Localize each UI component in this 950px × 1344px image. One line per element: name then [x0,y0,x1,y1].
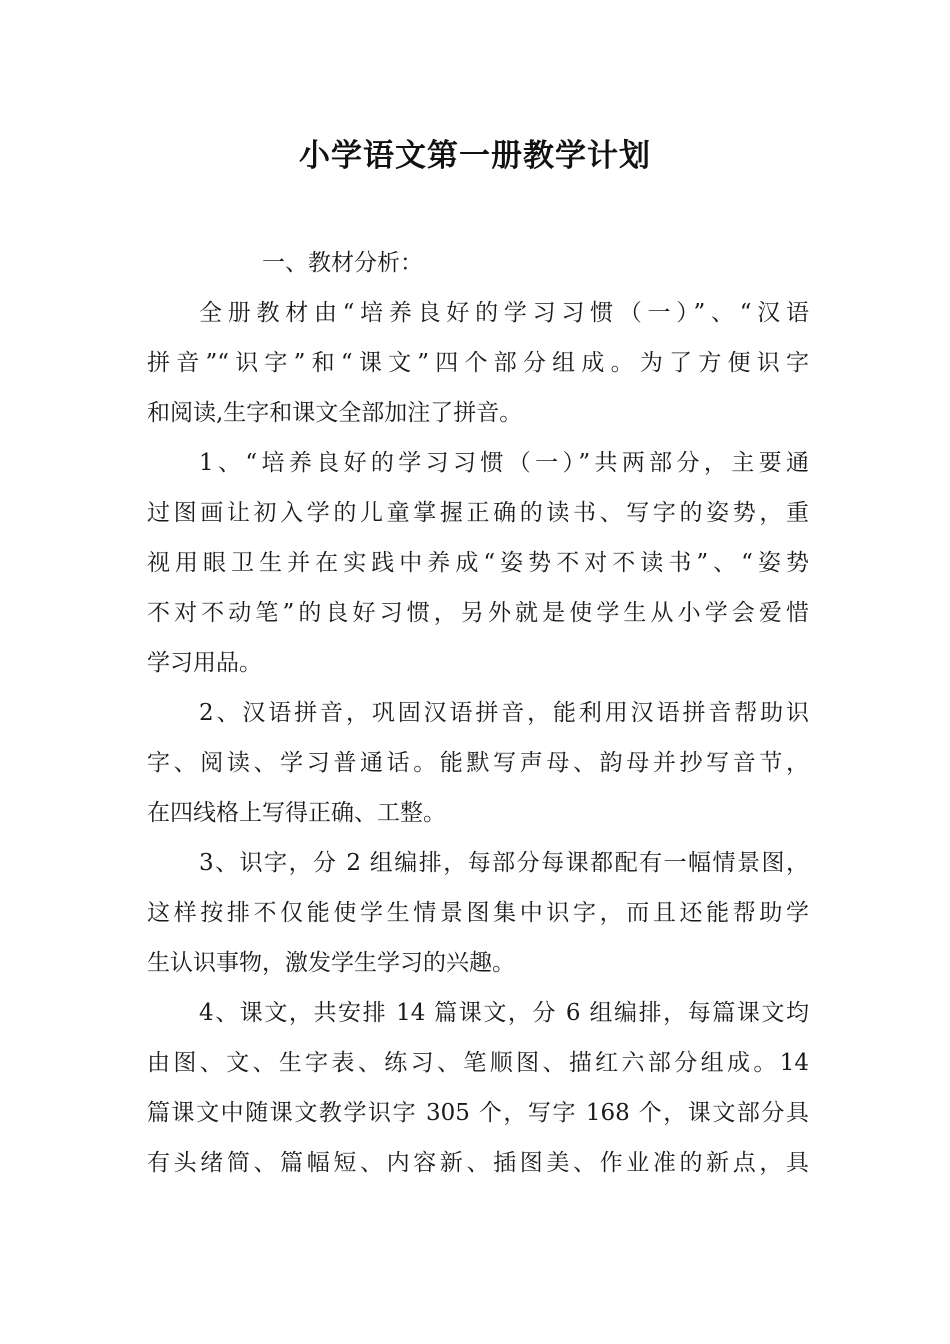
paragraph-line: 视用眼卫生并在实践中养成“姿势不对不读书”、“姿势 [147,550,809,576]
paragraph-line: 过图画让初入学的儿童掌握正确的读书、写字的姿势，重 [147,500,809,526]
paragraph-line: 由图、文、生字表、练习、笔顺图、描红六部分组成。14 [147,1050,809,1076]
paragraph-line: 在四线格上写得正确、工整。 [147,800,446,826]
document-body [147,238,809,1188]
paragraph-line: 这样按排不仅能使学生情景图集中识字，而且还能帮助学 [147,900,809,926]
paragraph-line: 4、课文，共安排 14 篇课文，分 6 组编排，每篇课文均 [199,1000,809,1026]
paragraph-line: 字、阅读、学习普通话。能默写声母、韵母并抄写音节， [147,750,809,776]
paragraph-texts [147,988,809,1188]
paragraph-line: 1、“培养良好的学习习惯（一）”共两部分，主要通 [199,450,809,476]
paragraph-line: 生认识事物，激发学生学习的兴趣。 [147,950,515,976]
paragraph-line: 篇课文中随课文教学识字 305 个，写字 168 个，课文部分具 [147,1100,809,1126]
section-heading: 一、教材分析： [262,250,423,276]
paragraph-line: 全册教材由“培养良好的学习习惯（一）”、“汉语 [199,300,809,326]
paragraph-overview [147,288,809,438]
paragraph-line: 3、识字，分 2 组编排，每部分每课都配有一幅情景图， [199,850,809,876]
paragraph-line: 拼音”“识字”和“课文”四个部分组成。为了方便识字 [147,350,809,376]
paragraph-pinyin [147,688,809,838]
paragraph-line: 2、汉语拼音，巩固汉语拼音，能利用汉语拼音帮助识 [199,700,809,726]
paragraph-line: 有头绪简、篇幅短、内容新、插图美、作业准的新点，具 [147,1150,809,1176]
paragraph-line: 不对不动笔”的良好习惯，另外就是使学生从小学会爱惜 [147,600,809,626]
paragraph-habits [147,438,809,688]
paragraph-line: 学习用品。 [147,650,262,676]
paragraph-line: 和阅读,生字和课文全部加注了拼音。 [147,400,523,426]
paragraph-literacy [147,838,809,988]
document-title: 小学语文第一册教学计划 [299,138,651,174]
